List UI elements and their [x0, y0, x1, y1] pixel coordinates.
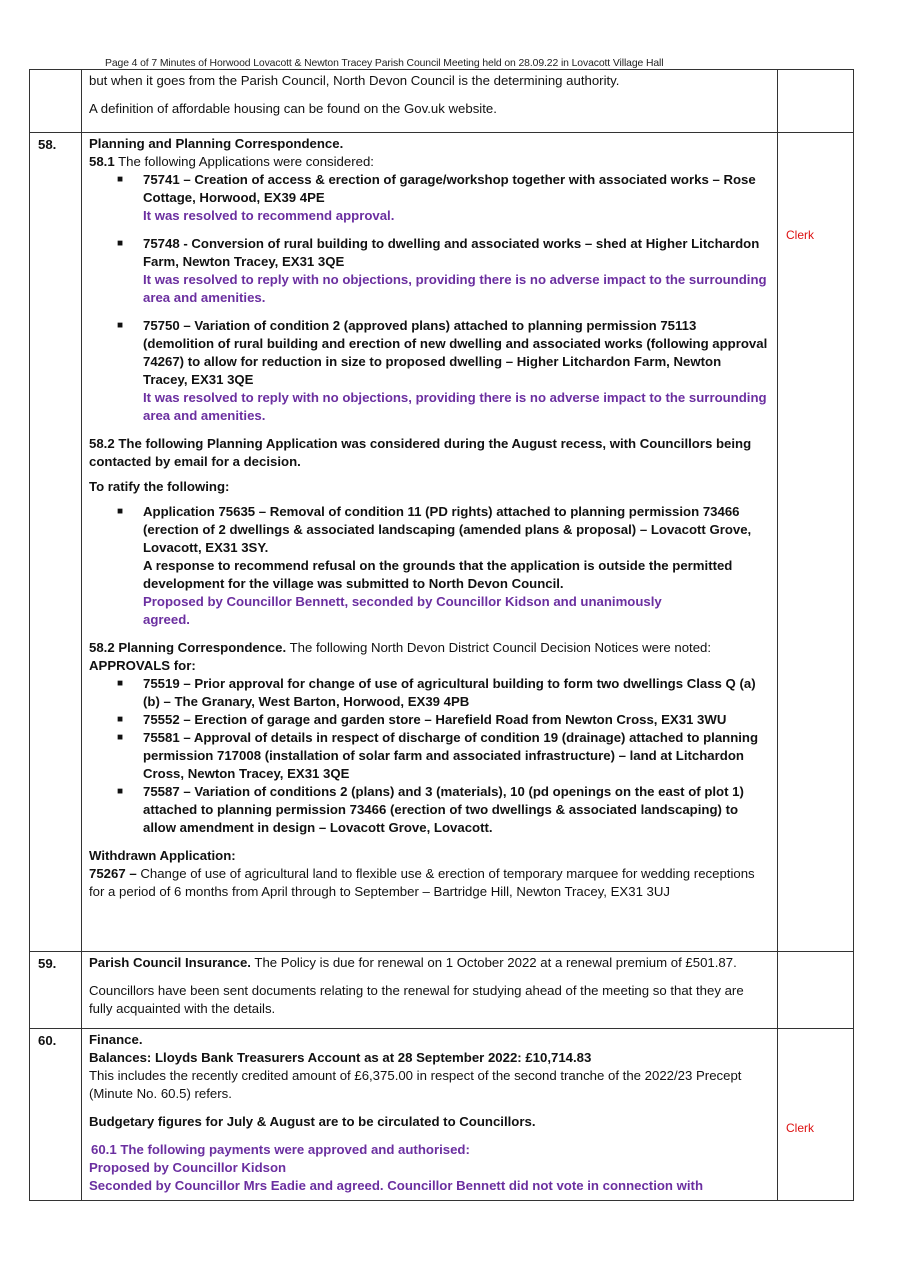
application-item — [89, 171, 769, 225]
approval-item — [89, 783, 769, 837]
item-60-payments: 60.1 The following payments were approved and authorised: — [91, 1142, 470, 1157]
item-60-action-clerk: Clerk — [786, 1121, 815, 1135]
item-60-includes: This includes the recently credited amount of £6,375.00 in respect of the second tranche of the 2022/23 Precept (Minute No. 60.5) refers. — [89, 1068, 742, 1101]
item-58-1-number: 58.1 — [89, 154, 115, 169]
correspondence-title: 58.2 Planning Correspondence. — [89, 640, 287, 655]
application-resolution: It was resolved to reply with no objections, providing there is no adverse impact to the surrounding area and amenities. — [143, 390, 767, 423]
item-60-number: 60. — [30, 1029, 82, 1201]
correspondence-text: The following North Devon District Council Decision Notices were noted: — [289, 640, 712, 655]
item-60-body — [82, 1029, 778, 1201]
ratify-item — [89, 503, 769, 629]
bullet-icon: ■ — [117, 506, 124, 517]
item-59-action-cell — [778, 952, 854, 1029]
continued-row — [30, 70, 854, 133]
item-58-title: Planning and Planning Correspondence. — [89, 136, 344, 151]
item-60-row — [30, 1029, 854, 1201]
bullet-icon: ■ — [117, 238, 124, 249]
approval-text: 75552 – Erection of garage and garden store – Harefield Road from Newton Cross, EX31 3WU — [143, 712, 727, 727]
approval-item — [89, 675, 769, 711]
application-item — [89, 317, 769, 425]
withdrawn-label: Withdrawn Application: — [89, 848, 236, 863]
approval-text: 75581 – Approval of details in respect of discharge of condition 19 (drainage) attached to planning permission 717008 (installation of solar farm and associated infrastructure) – land at Litchardon Cross, Newton Tracey, EX31 3QE — [143, 730, 759, 781]
approvals-list — [89, 675, 769, 837]
item-58-action-clerk: Clerk — [786, 228, 815, 242]
approval-item — [89, 711, 769, 729]
item-58-action-cell — [778, 133, 854, 952]
item-60-balances: Balances: Lloyds Bank Treasurers Account as at 28 September 2022: £10,714.83 — [89, 1050, 592, 1065]
bullet-icon: ■ — [117, 174, 124, 185]
applications-list — [89, 171, 769, 425]
item-59-body — [82, 952, 778, 1029]
ratify-response: A response to recommend refusal on the grounds that the application is outside the permitted development for the village was submitted to North Devon Council. — [143, 558, 733, 591]
item-60-seconded: Seconded by Councillor Mrs Eadie and agreed. Councillor Bennett did not vote in connection with — [89, 1178, 704, 1193]
num-cell-empty — [30, 70, 82, 133]
application-resolution: It was resolved to recommend approval. — [143, 208, 395, 223]
item-59-text-1: The Policy is due for renewal on 1 October 2022 at a renewal premium of £501.87. — [254, 955, 737, 970]
withdrawn-application — [89, 865, 769, 901]
item-58-row — [30, 133, 854, 952]
bullet-icon: ■ — [117, 786, 124, 797]
continued-text-cell — [82, 70, 778, 133]
item-60-action-cell — [778, 1029, 854, 1201]
correspondence-intro — [89, 639, 769, 657]
bullet-icon: ■ — [117, 732, 124, 743]
item-59-line-1 — [89, 954, 769, 972]
item-58-2-text: 58.2 The following Planning Application was considered during the August recess, with Councillors being contacted by email for a decision. — [89, 436, 752, 469]
item-58-number: 58. — [30, 133, 82, 952]
item-59-title: Parish Council Insurance. — [89, 955, 251, 970]
ratify-label: To ratify the following: — [89, 479, 230, 494]
application-text: 75741 – Creation of access & erection of garage/workshop together with associated works – Rose Cottage, Horwood, EX39 4PE — [143, 172, 756, 205]
bullet-icon: ■ — [117, 678, 124, 689]
ratify-proposed: Proposed by Councillor Bennett, seconded by Councillor Kidson and unanimously agreed. — [143, 594, 662, 627]
item-58-1-text: The following Applications were considered: — [118, 154, 374, 169]
application-item — [89, 235, 769, 307]
withdrawn-text: Change of use of agricultural land to flexible use & erection of temporary marquee for wedding receptions for a period of 6 months from April through to September – Bartridge Hill, Newton Tracey, EX31 3UJ — [89, 866, 755, 899]
bullet-icon: ■ — [117, 320, 124, 331]
withdrawn-number: 75267 – — [89, 866, 137, 881]
item-60-proposed: Proposed by Councillor Kidson — [89, 1160, 287, 1175]
action-cell-empty — [778, 70, 854, 133]
item-59-row — [30, 952, 854, 1029]
item-59-number: 59. — [30, 952, 82, 1029]
approval-text: 75519 – Prior approval for change of use of agricultural building to form two dwellings Class Q (a) (b) – The Granary, West Barton, Horwood, EX39 4PB — [143, 676, 756, 709]
approval-item — [89, 729, 769, 783]
approval-text: 75587 – Variation of conditions 2 (plans) and 3 (materials), 10 (pd openings on the east of plot 1) attached to planning permission 73466 (erection of two dwellings & associated landscaping) to allow amendment in design – Lovacott Grove, Lovacott. — [143, 784, 744, 835]
ratify-list — [89, 503, 769, 629]
page-header: Page 4 of 7 Minutes of Horwood Lovacott & Newton Tracey Parish Council Meeting held on 28.09.22 in Lovacott Village Hall — [105, 58, 664, 69]
application-text: 75748 - Conversion of rural building to dwelling and associated works – shed at Higher Litchardon Farm, Newton Tracey, EX31 3QE — [143, 236, 760, 269]
continued-line-1: but when it goes from the Parish Council, North Devon Council is the determining authority. — [89, 73, 620, 88]
continued-line-2: A definition of affordable housing can be found on the Gov.uk website. — [89, 101, 497, 116]
item-58-1-intro — [89, 153, 769, 171]
item-60-budget: Budgetary figures for July & August are to be circulated to Councillors. — [89, 1114, 536, 1129]
item-58-body — [82, 133, 778, 952]
ratify-text: Application 75635 – Removal of condition 11 (PD rights) attached to planning permission 73466 (erection of 2 dwellings & associated landscaping (amended plans & proposal) – Lovacott Grove, Lovacott, EX31 3SY. — [143, 504, 752, 555]
minutes-table — [29, 69, 854, 1201]
application-resolution: It was resolved to reply with no objections, providing there is no adverse impact to the surrounding area and amenities. — [143, 272, 767, 305]
approvals-label: APPROVALS for: — [89, 658, 196, 673]
item-59-text-2: Councillors have been sent documents relating to the renewal for studying ahead of the meeting so that they are fully acquainted with the details. — [89, 983, 744, 1016]
item-60-title: Finance. — [89, 1032, 143, 1047]
bullet-icon: ■ — [117, 714, 124, 725]
application-text: 75750 – Variation of condition 2 (approved plans) attached to planning permission 75113 (demolition of rural building and erection of new dwelling and associated works (following approval 74267) to allow for reduction in size to proposed dwelling – Higher Litchardon Farm, Newton Tracey, EX31 3QE — [143, 318, 768, 387]
